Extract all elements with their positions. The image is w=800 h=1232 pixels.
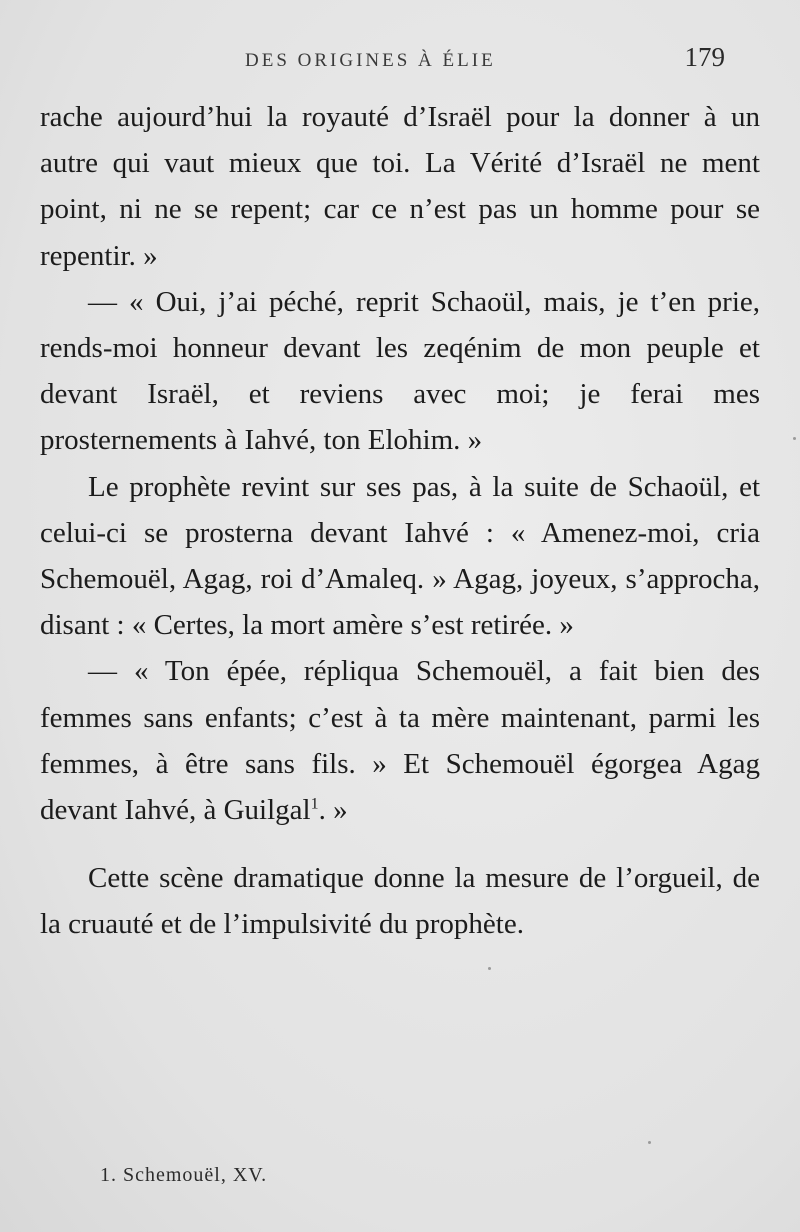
paragraph-3: Le prophète revint sur ses pas, à la suite de Schaoül, et celui-ci se prosterna devant Iahvé : « Amenez-moi, cria Schemouël, Agag, roi d’Amaleq. » Agag, joyeux, s’approcha, disant : « Certes, la mort amère s’est retirée. » xyxy=(40,470,760,642)
paper-speck xyxy=(793,437,796,440)
paper-speck xyxy=(648,1141,651,1144)
paragraph-4-text: — « Ton épée, répliqua Schemouël, a fait bien des femmes sans enfants; c’est à ta mère maintenant, parmi les femmes, à être sans fils. » Et Schemouël égorgea Agag devant Iahvé, à Guilgal xyxy=(40,655,760,827)
footnote: 1. Schemouël, XV. xyxy=(100,1164,268,1186)
footnote-marker: 1 xyxy=(310,795,319,813)
paper-speck xyxy=(488,967,491,970)
paragraph-4-end: . » xyxy=(318,794,348,827)
page-number: 179 xyxy=(684,42,725,72)
body-text xyxy=(40,94,760,948)
paragraph-2: — « Oui, j’ai péché, reprit Schaoül, mais, je t’en prie, rends-moi honneur devant les zeqénim de mon peuple et devant Israël, et reviens avec moi; je ferai mes prosternements à Iahvé, ton Elohim. » xyxy=(40,285,760,457)
paragraph-4 xyxy=(40,648,760,833)
paragraph-5: Cette scène dramatique donne la mesure de l’orgueil, de la cruauté et de l’impulsivité du prophète. xyxy=(40,862,760,941)
running-title: DES ORIGINES À ÉLIE xyxy=(245,50,496,71)
paragraph-1: rache aujourd’hui la royauté d’Israël pour la donner à un autre qui vaut mieux que toi. La Vérité d’Israël ne ment point, ni ne se repent; car ce n’est pas un homme pour se repentir. » xyxy=(40,101,760,272)
running-head xyxy=(245,42,725,82)
